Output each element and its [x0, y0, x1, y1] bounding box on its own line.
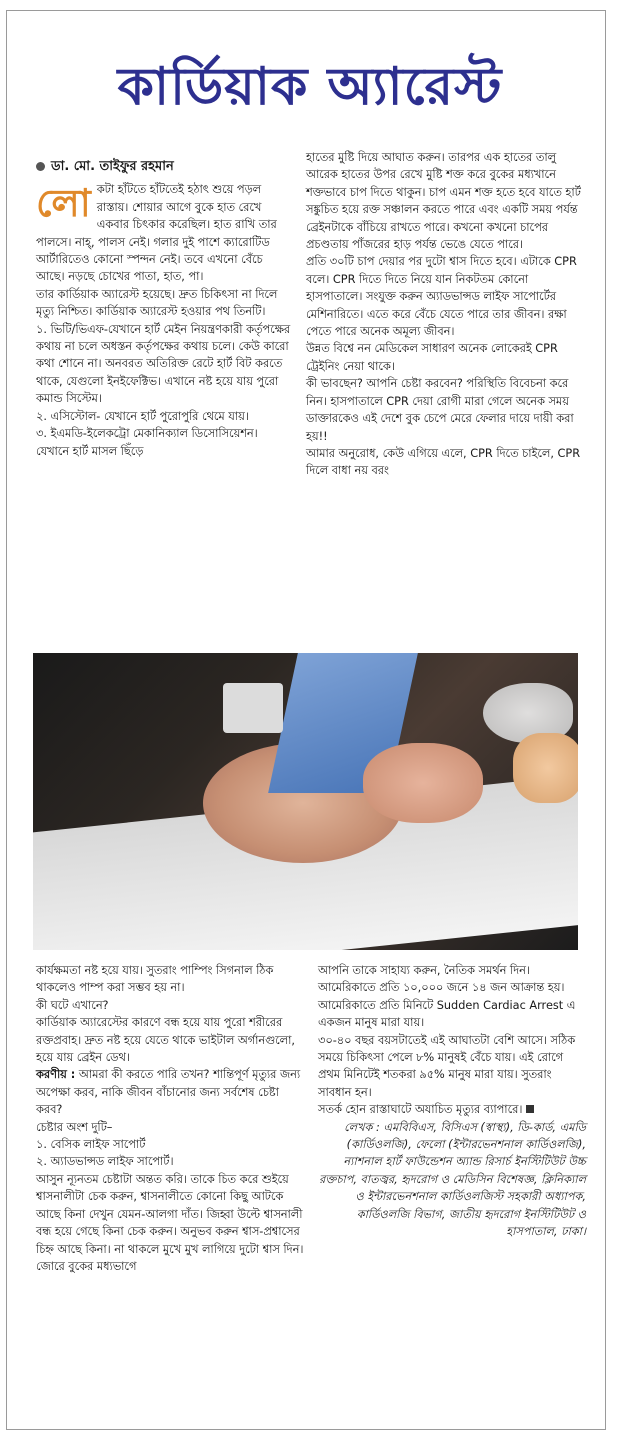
paragraph: কী ঘটে এখানে? — [36, 998, 109, 1012]
paragraph: কী ভাবছেন? আপনি চেষ্টা করবেন? পরিস্থিতি বিবেচনা করে নিন। হাসপাতালে CPR দেয়া রোগী মারা গেলে অনেক সময় ডাক্তারকেও এই দেশে বুক চেপে মেরে ফেলার দায়ে দায়ী করা হয়!! — [306, 377, 574, 443]
paragraph: ২. এসিস্টোল- যেখানে হার্ট পুরোপুরি থেমে যায়। — [36, 409, 249, 423]
column-1 — [36, 158, 292, 460]
paragraph: ২. অ্যাডভান্সড লাইফ সাপোর্ট। — [36, 1155, 174, 1169]
photo-gloved-hand — [513, 733, 578, 803]
column-3 — [36, 962, 304, 1275]
paragraph: কার্যক্ষমতা নষ্ট হয়ে যায়। সুতরাং পাম্পিং সিগনাল ঠিক থাকলেও পাম্প করা সম্ভব হয় না। — [36, 964, 274, 995]
paragraph: চেষ্টার অংশ দুটি– — [36, 1120, 113, 1134]
column-2 — [306, 149, 584, 480]
bold-lead: করণীয় : — [36, 1068, 76, 1082]
cpr-photo — [33, 653, 578, 950]
paragraph: আমার অনুরোধ, কেউ এগিয়ে এলে, CPR দিতে চাইলে, CPR দিলে বাধা নয় বরং — [306, 446, 581, 478]
paragraph: উন্নত বিশ্বে নন মেডিকেল সাধারণ অনেক লোকেরই CPR ট্রেইনিং নেয়া থাকে। — [306, 342, 558, 373]
paragraph: হাতের মুষ্টি দিয়ে আঘাত করুন। তারপর এক হাতের তালু আরেক হাতের উপর রেখে মুষ্টি শক্ত করে বুকের মধ্যখানে শক্তভাবে চাপ দিতে থাকুন। চাপ এমন শক্ত হতে হবে যাতে হার্ট সঙ্কুচিত হয়ে রক্ত সঞ্চালন করতে পারে এবং একটি সময় পর্যন্ত ব্রেইনটাকে বাঁচিয়ে রাখতে পারে। কখনো কখনো চাপের প্রচণ্ডতায় পাঁজরের হাড় পর্যন্ত ভেঙে যেতে পারে। — [306, 151, 581, 252]
paragraph: করণীয় : আমরা কী করতে পারি তখন? শান্তিপূর্ণ মৃত্যুর জন্য অপেক্ষা করব, নাকি জীবন বাঁচানোর জন্য সর্বশেষ চেষ্টা করব? — [36, 1068, 301, 1117]
paragraph: কার্ডিয়াক অ্যারেস্টের কারণে বন্ধ হয়ে যায় পুরো শরীরের রক্তপ্রবাহ। দ্রুত নষ্ট হয়ে যেতে থাকে ভাইটাল অর্গানগুলো, হয়ে যায় ব্রেইন ডেথ। — [36, 1016, 295, 1065]
paragraph: ১. বেসিক লাইফ সাপোর্ট — [36, 1138, 146, 1152]
author-byline — [36, 158, 292, 175]
article-headline: কার্ডিয়াক অ্যারেস্ট — [117, 56, 503, 117]
photo-monitor-device — [223, 683, 283, 733]
bullet-icon — [36, 162, 45, 171]
author-name: ডা. মো. তাইফুর রহমান — [51, 159, 174, 174]
paragraph: সতর্ক হোন রাস্তাঘাটে অযাচিত মৃত্যুর ব্যাপারে। — [318, 1101, 586, 1118]
paragraph: ১. ভিটি/ভিএফ-যেখানে হার্ট মেইন নিয়ন্ত্রণকারী কর্তৃপক্ষের কথায় না চলে অধস্তন কর্তৃপক্ষের কথায় চলে। কেউ কারো কথা শোনে না। অনবরত অতিরিক্ত রেটে হার্ট বিট করতে থাকে, যেগুলো ইনইফেক্টিভ। এখানে নষ্ট হয়ে যায় পুরো কমান্ড সিস্টেম। — [36, 322, 291, 406]
column-4 — [318, 962, 586, 1241]
paragraph: লোকটা হাঁটতে হাঁটতেই হঠাৎ শুয়ে পড়ল রাস্তায়। শোয়ার আগে বুকে হাত রেখে একবার চিৎকার করেছিল। হাত রাখি তার পালসে। নাহ্, পালস নেই। গলার দুই পাশে ক্যারোটিড আর্টারিতেও কোনো স্পন্দন নেই। তবে এখনো বেঁচে আছে। নড়ছে চোখের পাতা, হাত, পা। — [36, 180, 277, 284]
paragraph: প্রতি ৩০টি চাপ দেয়ার পর দুটো শ্বাস দিতে হবে। এটাকে CPR বলে। CPR দিতে দিতে নিয়ে যান নিকটতম কোনো হাসপাতালে। সংযুক্ত করুন অ্যাডভান্সড লাইফ সাপোর্টের মেশিনারিতে। এতে করে বেঁচে যেতে পারে তার জীবন। রক্ষা পেতে পারে অনেক অমূল্য জীবন। — [306, 255, 577, 339]
paragraph: তার কার্ডিয়াক অ্যারেস্ট হয়েছে। দ্রুত চিকিৎসা না দিলে মৃত্যু নিশ্চিত। কার্ডিয়াক অ্যারেস্ট হওয়ার পথ তিনটি। — [36, 287, 278, 319]
photo-rescuer-hands — [363, 743, 483, 823]
paragraph: আসুন ন্যূনতম চেষ্টাটা অন্তত করি। তাকে চিত করে শুইয়ে শ্বাসনালীটা চেক করুন, শ্বাসনালীতে কোনো কিছু আটকে আছে কিনা দেখুন যেমন-আলগা দাঁত। জিহ্বা উল্টে শ্বাসনালী বন্ধ হয়ে গেছে কিনা চেক করুন। অনুভব করুন শ্বাস-প্রশ্বাসের চিহ্ন আছে কিনা। না থাকলে মুখে মুখ লাগিয়ে দুটো শ্বাস দিন। জোরে বুকের মধ্যভাগে — [36, 1172, 304, 1273]
paragraph: আপনি তাকে সাহায্য করুন, নৈতিক সমর্থন দিন। — [318, 964, 530, 977]
paragraph: ৩০-৪০ বছর বয়সটাতেই এই আঘাতটা বেশি আসে। সঠিক সময়ে চিকিৎসা পেলে ৮% মানুষই বেঁচে যায়। এই রোগে প্রথম মিনিটেই শতকরা ৯৫% মানুষ মারা যায়। সুতরাং সাবধান হন। — [318, 1033, 576, 1099]
paragraph: ৩. ইএমডি-ইলেকট্রো মেকানিক্যাল ডিসোসিয়েশন। যেখানে হার্ট মাসল ছিঁড়ে — [36, 427, 258, 458]
paragraph: আমেরিকাতে প্রতি ১০,০০০ জনে ১৪ জন আক্রান্ত হয়। আমেরিকাতে প্রতি মিনিটে Sudden Cardiac Arrest এ একজন মানুষ মারা যায়। — [318, 981, 576, 1030]
end-mark-icon — [526, 1105, 534, 1113]
drop-cap: লো — [36, 180, 91, 226]
author-bio: লেখক : এমবিবিএস, বিসিএস (স্বাস্থ্য), ডি-কার্ড, এমডি (কার্ডিওলজি), ফেলো (ইন্টারভেনশনাল কার্ডিওলজি), ন্যাশনাল হার্ট ফাউন্ডেশন অ্যান্ড রিসার্চ ইনস্টিটিউট উচ্চ রক্তচাপ, বাতজ্বর, হৃদরোগ ও মেডিসিন বিশেষজ্ঞ, ক্লিনিক্যাল ও ইন্টারভেনশনাল কার্ডিওলজিস্ট সহকারী অধ্যাপক, কার্ডিওলজি বিভাগ, জাতীয় হৃদরোগ ইনস্টিটিউট ও হাসপাতাল, ঢাকা। — [319, 1120, 586, 1239]
